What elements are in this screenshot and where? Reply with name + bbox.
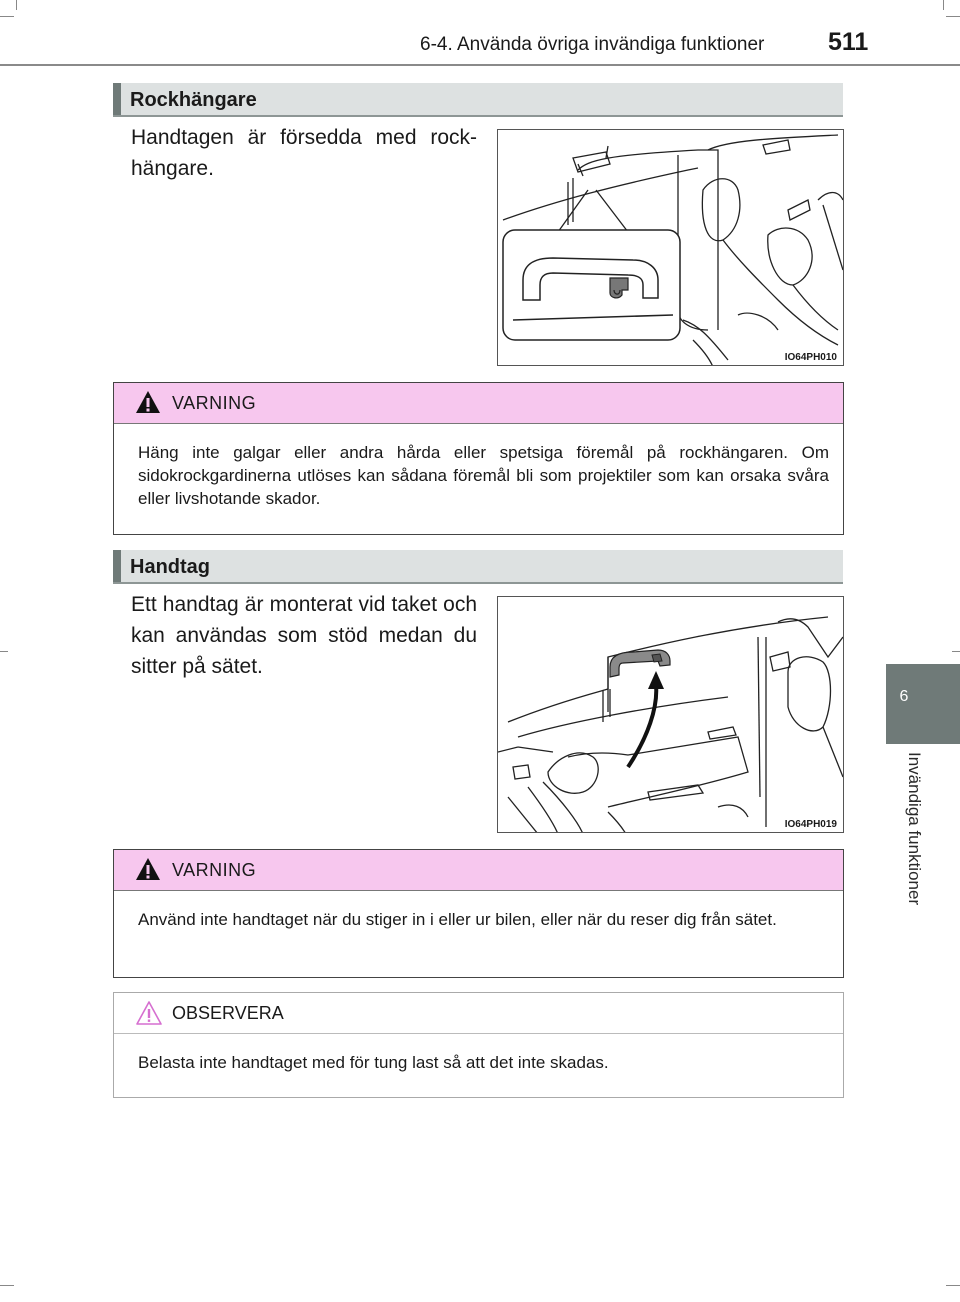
section-heading-grab-handles bbox=[113, 550, 843, 584]
chapter-tab-label: Invändiga funktioner bbox=[905, 752, 924, 906]
section-heading-bar bbox=[113, 83, 121, 115]
section-heading-bar bbox=[113, 550, 121, 582]
grab-handle-illustration bbox=[498, 597, 844, 833]
warning-triangle-icon bbox=[135, 390, 161, 414]
caution-triangle-outline-icon bbox=[135, 1000, 163, 1026]
section-heading-coat-hooks bbox=[113, 83, 843, 117]
page-number: 511 bbox=[828, 28, 869, 56]
warning-text: Använd inte handtaget när du stiger in i eller ur bilen, eller när du reser dig från sätet. bbox=[138, 910, 777, 929]
section-heading-text: Rockhängare bbox=[130, 89, 257, 111]
crop-mark bbox=[946, 16, 960, 17]
section-body-coat-hooks: Handtagen är försedda med rockhängare. bbox=[131, 126, 477, 180]
notice-header bbox=[114, 993, 843, 1034]
notice-label: OBSERVERA bbox=[172, 1003, 284, 1023]
section-body-grab-handles: Ett handtag är monterat vid taket och kan användas som stöd medan du sitter på sätet. bbox=[131, 593, 477, 678]
crop-mark bbox=[952, 651, 960, 652]
warning-text: Häng inte galgar eller andra hårda eller spetsiga föremål på rockhängaren. Om sidokrockgardinerna utlöses kan sådana föremål bli som projektiler som kan orsaka svåra eller livshotande skador. bbox=[138, 443, 829, 508]
warning-box-coat-hooks bbox=[113, 382, 844, 535]
figure-code-label: IO64PH019 bbox=[784, 819, 837, 830]
figure-grab-handle bbox=[497, 596, 844, 833]
chapter-tab-number: 6 bbox=[899, 688, 909, 705]
warning-header bbox=[114, 383, 843, 424]
warning-label: VARNING bbox=[172, 860, 257, 880]
warning-label: VARNING bbox=[172, 393, 257, 413]
notice-text: Belasta inte handtaget med för tung last så att det inte skadas. bbox=[138, 1053, 609, 1072]
header-rule bbox=[0, 64, 960, 66]
figure-coat-hook bbox=[497, 129, 844, 366]
coat-hook-illustration bbox=[498, 130, 844, 366]
warning-triangle-icon bbox=[135, 857, 161, 881]
chapter-header-title: 6-4. Använda övriga invändiga funktioner bbox=[420, 34, 765, 55]
crop-mark bbox=[0, 1285, 14, 1286]
warning-header bbox=[114, 850, 843, 891]
crop-mark bbox=[0, 16, 14, 17]
warning-box-grab-handles bbox=[113, 849, 844, 978]
crop-mark bbox=[16, 0, 17, 10]
figure-code-label: IO64PH010 bbox=[784, 352, 837, 363]
crop-mark bbox=[946, 1285, 960, 1286]
notice-box bbox=[113, 992, 844, 1098]
section-heading-text: Handtag bbox=[130, 556, 210, 578]
crop-mark bbox=[0, 651, 8, 652]
crop-mark bbox=[943, 0, 944, 10]
